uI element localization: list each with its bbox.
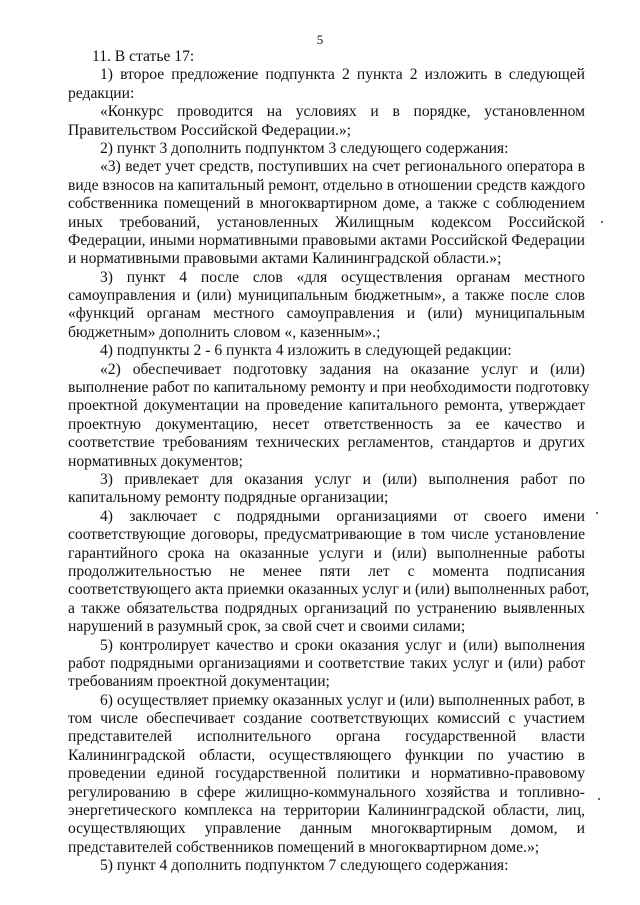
text-line: проектной документации на проведение капитального ремонта, утверждает bbox=[68, 397, 585, 415]
text-line: Правительством Российской Федерации.»; bbox=[68, 121, 351, 139]
text-line: Калининградской области, осуществляющего функции по участию в bbox=[68, 746, 585, 764]
text-line: осуществляющих управление данным многоквартирным домом, и bbox=[68, 820, 585, 838]
text-line: проведении единой государственной политики и нормативно-правовому bbox=[68, 765, 585, 783]
text-line: «функций органам местного самоуправления и (или) муниципальным bbox=[68, 305, 585, 323]
text-line: соответствующие договоры, предусматривающие в том числе установление bbox=[68, 526, 585, 544]
text-line: 11. В статье 17: bbox=[92, 48, 195, 65]
text-line: соответствующего акта приемки оказанных услуг и (или) выполненных работ, bbox=[68, 581, 590, 599]
text-line: соответствие требованиям технических регламентов, стандартов и других bbox=[68, 434, 585, 452]
text-line: проектную документацию, несет ответственность за ее качество и bbox=[68, 415, 585, 433]
text-line: 4) заключает с подрядными организациями от своего имени bbox=[100, 507, 585, 525]
text-line: представителей исполнительного органа государственной власти bbox=[68, 728, 585, 746]
page-number: 5 bbox=[316, 32, 324, 47]
text-line: 2) пункт 3 дополнить подпунктом 3 следующего содержания: bbox=[100, 139, 509, 157]
text-line: Федерации, иными нормативными правовыми актами Российской Федерации bbox=[68, 231, 585, 249]
scan-mark bbox=[596, 512, 598, 514]
text-line: нормативных документов; bbox=[68, 452, 243, 470]
text-line: регулированию в сфере жилищно-коммунального хозяйства и топливно- bbox=[68, 783, 585, 801]
text-line: «2) обеспечивает подготовку задания на оказание услуг и (или) bbox=[100, 360, 585, 378]
text-line: иных требований, установленных Жилищным кодексом Российской bbox=[68, 213, 585, 231]
text-line: самоуправления и (или) муниципальным бюджетным», а также после слов bbox=[68, 287, 585, 305]
text-line: собственника помещений в многоквартирном доме, а также с соблюдением bbox=[68, 195, 585, 213]
text-line: 1) второе предложение подпункта 2 пункта 2 изложить в следующей bbox=[100, 66, 585, 84]
text-line: энергетического комплекса на территории Калининградской области, лиц, bbox=[68, 802, 585, 820]
text-line: гарантийного срока на оказанные услуги и (или) выполненные работы bbox=[68, 544, 585, 562]
text-line: бюджетным» дополнить словом «, казенным».; bbox=[68, 323, 381, 341]
text-line: «3) ведет учет средств, поступивших на счет регионального оператора в bbox=[100, 158, 585, 176]
text-line: 4) подпункты 2 - 6 пункта 4 изложить в следующей редакции: bbox=[100, 342, 512, 360]
text-line: работ подрядными организациями и соответствие таких услуг и (или) работ bbox=[68, 654, 585, 672]
text-line: нарушений в разумный срок, за свой счет и своими силами; bbox=[68, 618, 466, 636]
text-line: представителей собственников помещений в многоквартирном доме.»; bbox=[68, 838, 540, 856]
text-line: 3) привлекает для оказания услуг и (или) выполнения работ по bbox=[100, 470, 585, 488]
text-line: редакции: bbox=[68, 84, 135, 102]
text-line: продолжительностью не менее пяти лет с момента подписания bbox=[68, 562, 585, 580]
document-body bbox=[68, 48, 590, 876]
text-line: 5) контролирует качество и сроки оказания услуг и (или) выполнения bbox=[100, 636, 585, 654]
text-line: 6) осуществляет приемку оказанных услуг и (или) выполненных работ, в bbox=[100, 691, 586, 709]
text-line: 5) пункт 4 дополнить подпунктом 7 следующего содержания: bbox=[100, 857, 509, 875]
text-line: том числе обеспечивает создание соответствующих комиссий с участием bbox=[68, 710, 585, 728]
text-line: «Конкурс проводится на условиях и в порядке, установленном bbox=[100, 103, 585, 121]
text-line: виде взносов на капитальный ремонт, отдельно в отношении средств каждого bbox=[68, 176, 586, 194]
text-line: капитальному ремонту подрядные организации; bbox=[68, 489, 389, 507]
text-line: требованиям проектной документации; bbox=[68, 673, 330, 691]
scan-mark bbox=[601, 221, 603, 223]
scan-mark bbox=[598, 798, 600, 800]
text-line: 3) пункт 4 после слов «для осуществления органам местного bbox=[100, 268, 585, 286]
text-line: и нормативными правовыми актами Калининградской области.»; bbox=[68, 250, 502, 268]
text-line: выполнение работ по капитальному ремонту и при необходимости подготовку bbox=[68, 379, 590, 397]
text-line: а также обязательства подрядных организаций по устранению выявленных bbox=[68, 599, 585, 617]
